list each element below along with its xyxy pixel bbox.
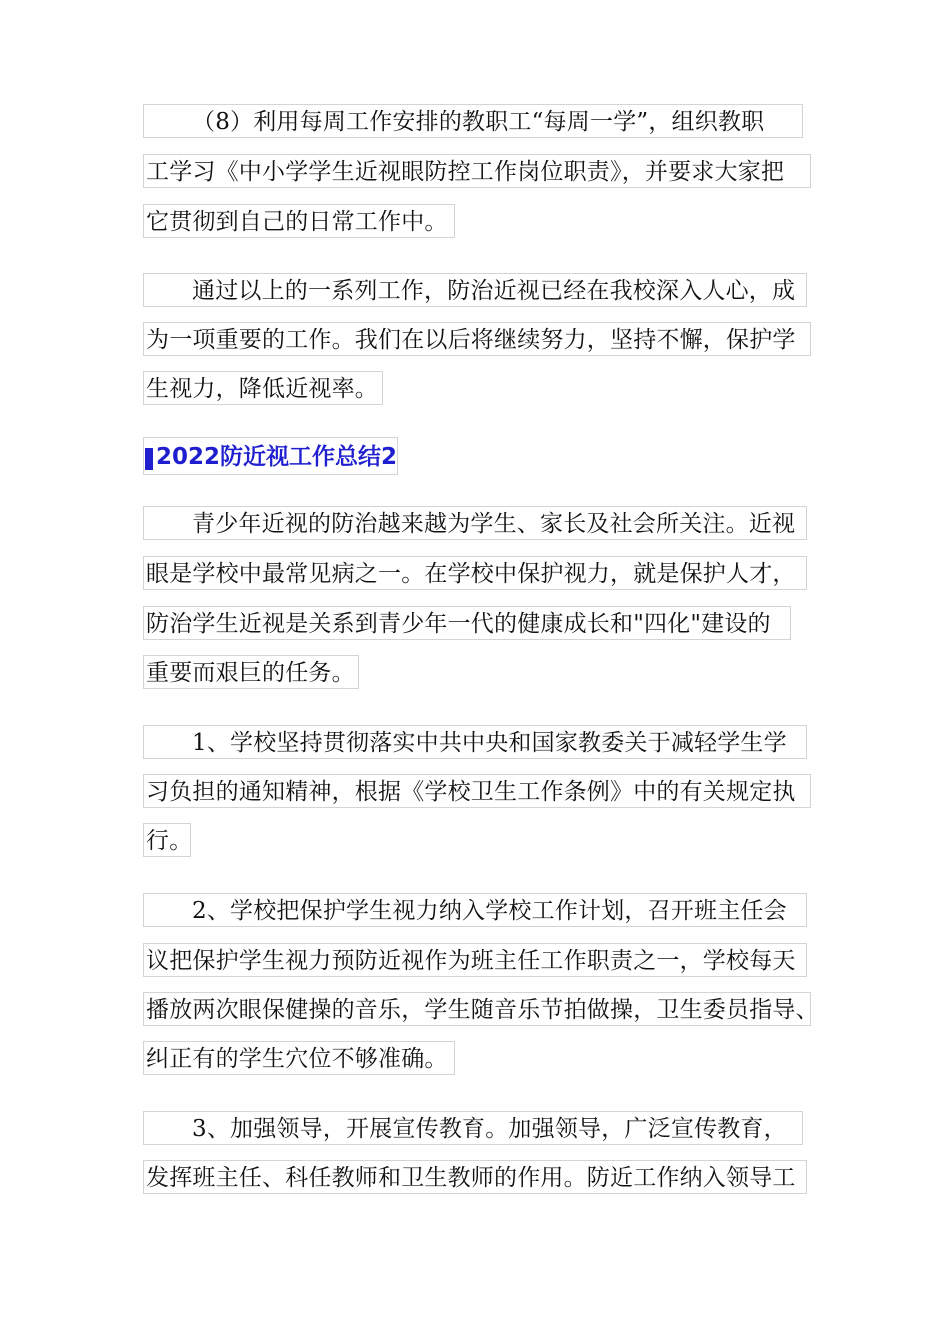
text-line: 青少年近视的防治越来越为学生、家长及社会所关注。近视 [143,506,807,540]
text-line: 3、加强领导，开展宣传教育。加强领导，广泛宣传教育， [143,1111,803,1145]
text-line: 2、学校把保护学生视力纳入学校工作计划，召开班主任会 [143,893,807,927]
text-line: 行。 [143,823,191,857]
section-heading [143,437,398,475]
text-line: 纠正有的学生穴位不够准确。 [143,1041,455,1075]
text-line: 为一项重要的工作。我们在以后将继续努力，坚持不懈，保护学 [143,322,811,356]
text-line: 重要而艰巨的任务。 [143,655,359,689]
text-line: 工学习《中小学学生近视眼防控工作岗位职责》，并要求大家把 [143,154,811,188]
text-line: 防治学生近视是关系到青少年一代的健康成长和"四化"建设的 [143,606,791,640]
text-line: 议把保护学生视力预防近视作为班主任工作职责之一，学校每天 [143,943,807,977]
text-line: （8）利用每周工作安排的教职工“每周一学”，组织教职 [143,104,803,138]
text-line: 1、学校坚持贯彻落实中共中央和国家教委关于减轻学生学 [143,725,807,759]
text-line: 它贯彻到自己的日常工作中。 [143,204,455,238]
text-line: 发挥班主任、科任教师和卫生教师的作用。防近工作纳入领导工 [143,1160,807,1194]
heading-marker [145,448,153,470]
text-line: 习负担的通知精神，根据《学校卫生工作条例》中的有关规定执 [143,774,811,808]
text-line: 通过以上的一系列工作，防治近视已经在我校深入人心，成 [143,273,807,307]
text-line: 生视力，降低近视率。 [143,371,383,405]
section-heading-text: 2022防近视工作总结2 [156,444,398,470]
text-line: 播放两次眼保健操的音乐，学生随音乐节拍做操，卫生委员指导、 [143,992,811,1026]
text-line: 眼是学校中最常见病之一。在学校中保护视力，就是保护人才， [143,556,807,590]
